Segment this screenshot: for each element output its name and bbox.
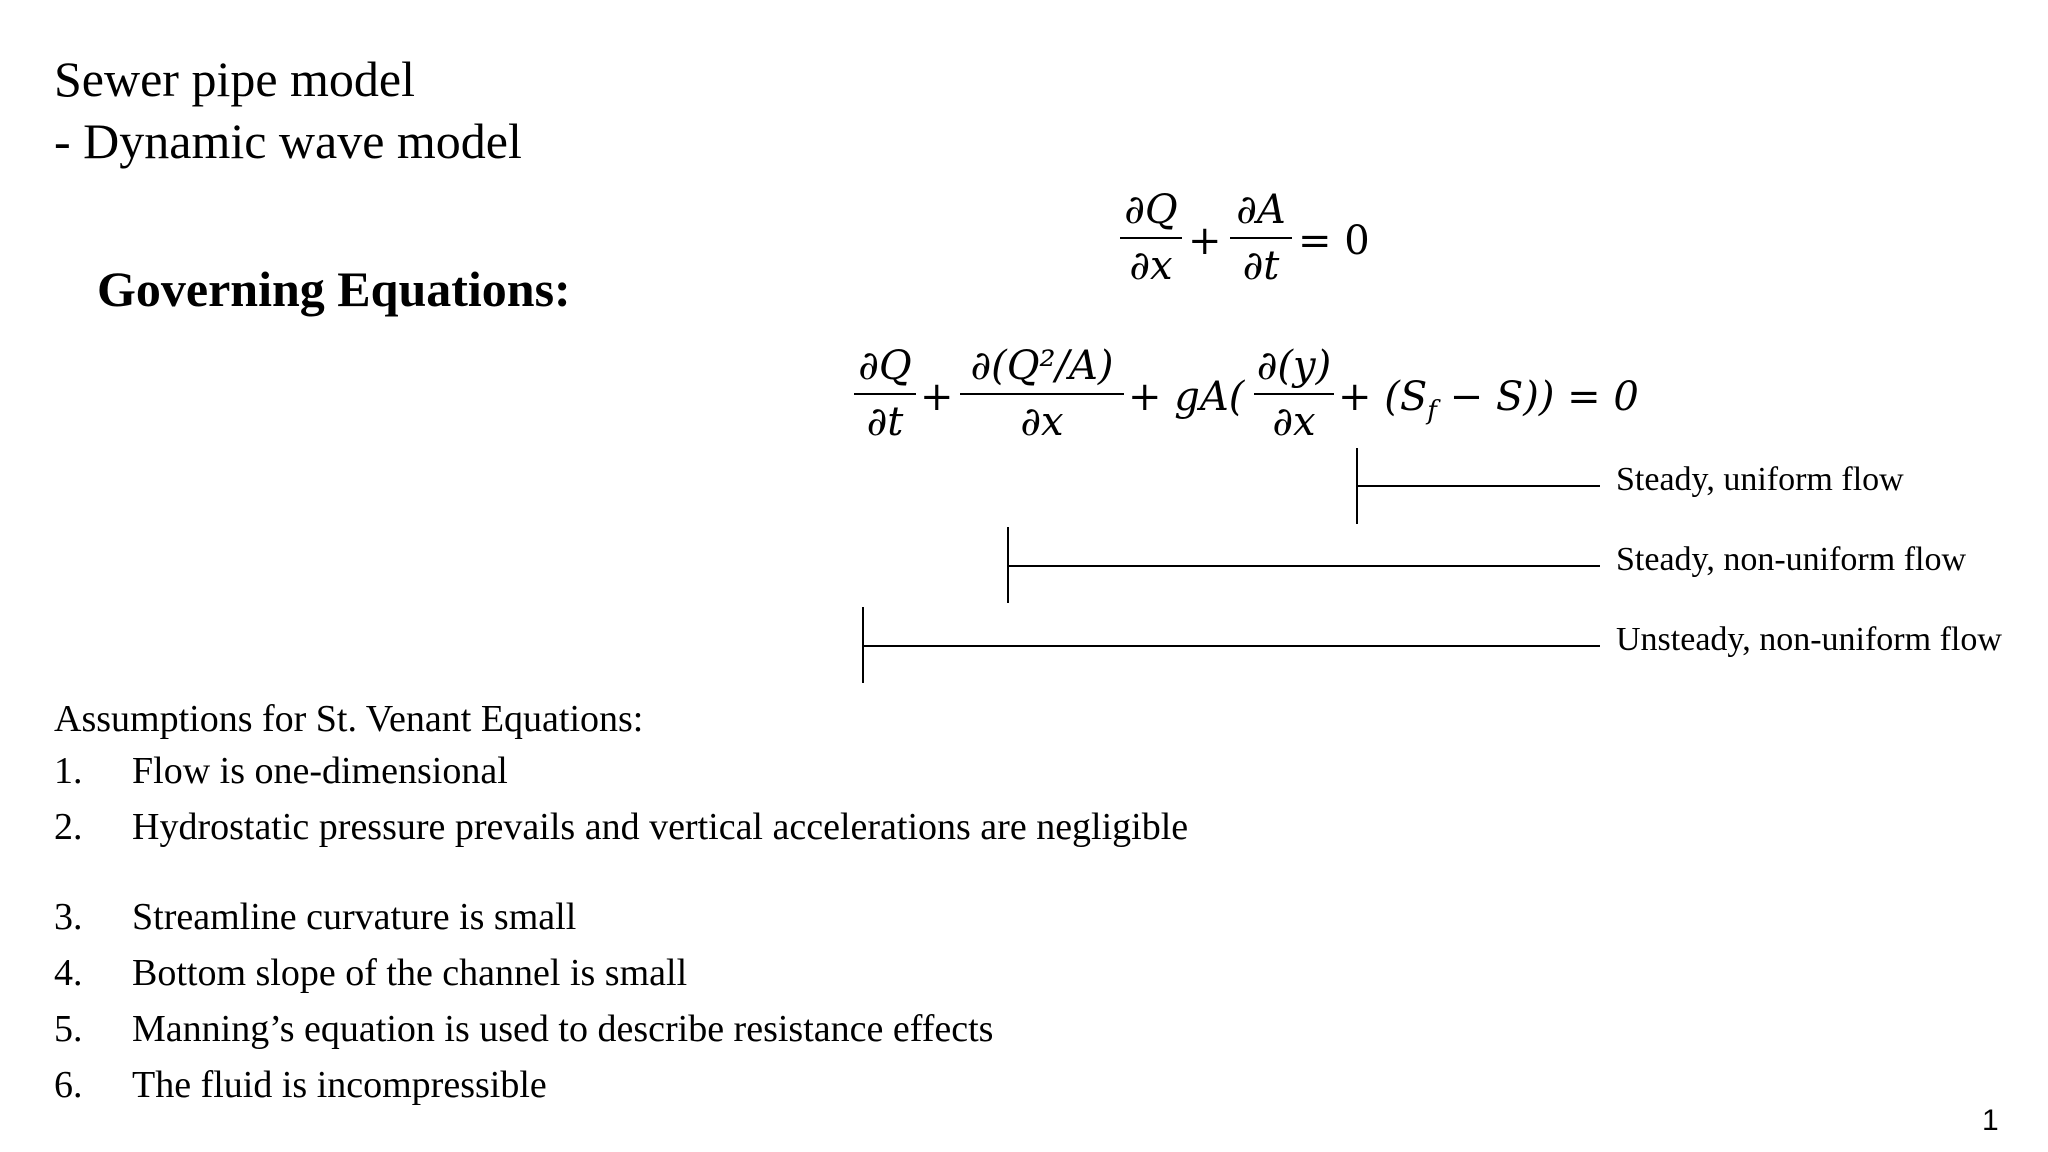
- governing-equations-heading: Governing Equations:: [97, 261, 571, 317]
- assumption-item-5: 5. Manning’s equation is used to describe resistance effects: [54, 1008, 994, 1050]
- momentum-term2: ∂(Q²/A) ∂x: [960, 342, 1124, 446]
- continuity-term2: ∂A ∂t: [1230, 186, 1292, 290]
- momentum-friction-term: + $(S_f - S)) = 0$: [1338, 374, 1639, 426]
- momentum-term3: ∂(y) ∂x: [1254, 342, 1334, 446]
- continuity-rhs: = 0: [1298, 218, 1370, 264]
- unsteady-nonuniform-line: [862, 645, 1600, 647]
- assumption-item-4: 4. Bottom slope of the channel is small: [54, 952, 688, 994]
- title-line-2: - Dynamic wave model: [54, 113, 522, 169]
- slide-title: [54, 48, 522, 172]
- momentum-gA: + gA(: [1128, 374, 1245, 420]
- title-line-1: Sewer pipe model: [54, 51, 416, 107]
- momentum-plus-1: +: [920, 374, 954, 420]
- continuity-plus: +: [1188, 218, 1222, 264]
- assumption-item-2: 2. Hydrostatic pressure prevails and vertical accelerations are negligible: [54, 806, 1189, 848]
- unsteady-nonuniform-label: Unsteady, non-uniform flow: [1616, 621, 2002, 658]
- momentum-term1: ∂Q ∂t: [854, 342, 916, 446]
- steady-uniform-line: [1356, 485, 1600, 487]
- assumption-item-6: 6. The fluid is incompressible: [54, 1064, 547, 1106]
- steady-nonuniform-line: [1007, 565, 1600, 567]
- steady-nonuniform-label: Steady, non-uniform flow: [1616, 541, 1967, 578]
- steady-uniform-label: Steady, uniform flow: [1616, 461, 1904, 498]
- assumptions-heading: Assumptions for St. Venant Equations:: [54, 698, 644, 740]
- assumption-item-3: 3. Streamline curvature is small: [54, 896, 577, 938]
- page-number: 1: [1982, 1104, 1999, 1137]
- continuity-term1: ∂Q ∂x: [1120, 186, 1182, 290]
- assumption-item-1: 1. Flow is one-dimensional: [54, 750, 508, 792]
